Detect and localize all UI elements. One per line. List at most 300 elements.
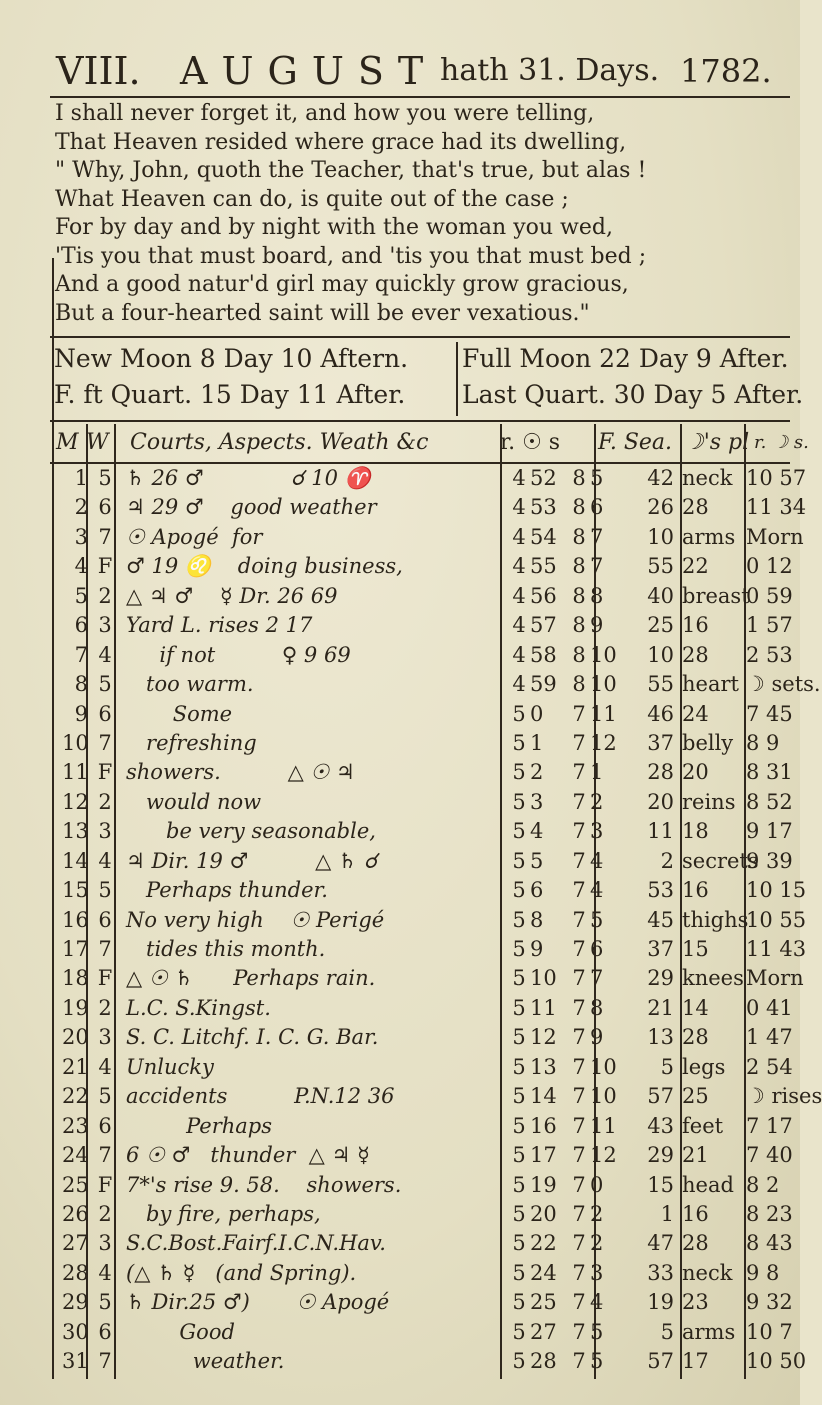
table-row	[50, 1171, 790, 1200]
table-row	[50, 817, 793, 846]
day-of-month: 22	[62, 1084, 89, 1109]
day-of-month: 6	[74, 613, 88, 638]
sunrise-minute: 9	[530, 937, 544, 961]
moon-place: 23	[682, 1290, 709, 1315]
sunset-hour: 8	[572, 524, 586, 549]
full-sea: 10	[647, 524, 674, 549]
moon-place: 16	[682, 878, 709, 903]
sunset-hour: 8	[572, 495, 586, 520]
full-sea: 10	[647, 642, 674, 667]
aspects-weather: 7*'s rise 9. 58. showers.	[126, 1172, 402, 1197]
sunset-hour: 8	[572, 583, 586, 608]
sunset-minute: 12	[590, 730, 617, 755]
full-sea: 43	[647, 1113, 674, 1138]
sunset-minute: 10	[590, 642, 617, 667]
day-of-month: 16	[62, 907, 89, 932]
table-row	[50, 1318, 793, 1347]
weekday: F	[97, 1172, 113, 1197]
sunset-hour: 7	[572, 789, 586, 814]
sunset-minute: 5	[590, 466, 604, 490]
verse-line: " Why, John, quoth the Teacher, that's true, but alas !	[55, 158, 647, 183]
day-of-month: 13	[62, 819, 89, 844]
sunrise-hour: 4	[512, 495, 526, 520]
verse-line: 'Tis you that must board, and 'tis you that must bed ;	[55, 243, 647, 269]
day-of-month: 4	[74, 554, 88, 579]
sunrise-minute: 12	[530, 1025, 557, 1050]
moon-rise: Morn	[746, 524, 804, 549]
sunrise-minute: 1	[530, 730, 544, 755]
sunset-hour: 7	[572, 1054, 586, 1079]
table-row	[50, 906, 807, 935]
sunrise-minute: 4	[530, 819, 544, 844]
sunrise-hour: 5	[512, 848, 526, 873]
moon-rise: ☽ rises	[746, 1084, 822, 1109]
moon-place: 28	[682, 642, 709, 667]
first-quarter: F. ft Quart. 15 Day 11 After.	[54, 380, 406, 409]
moon-place: reins	[682, 789, 736, 814]
aspects-weather: Perhaps thunder.	[126, 878, 328, 903]
sunset-hour: 7	[572, 1025, 586, 1050]
sunset-hour: 7	[572, 1231, 586, 1256]
full-sea: 47	[647, 1231, 674, 1256]
day-of-month: 23	[62, 1113, 89, 1138]
day-of-month: 18	[62, 966, 89, 991]
sunset-minute: 5	[590, 907, 604, 932]
aspects-weather: S.C.Bost.Fairf.I.C.N.Hav.	[126, 1231, 386, 1256]
day-of-month: 10	[62, 730, 89, 755]
calendar-table	[50, 464, 822, 1377]
sunrise-hour: 5	[512, 701, 526, 726]
full-sea: 2	[660, 848, 674, 873]
moon-place: 14	[682, 995, 709, 1020]
full-sea: 19	[647, 1290, 674, 1315]
sunrise-minute: 58	[530, 642, 557, 667]
moon-rise: 9 17	[746, 819, 793, 844]
year: 1782.	[680, 52, 772, 90]
weekday: 6	[98, 1113, 112, 1138]
moon-rise: 8 23	[746, 1201, 793, 1226]
sunset-minute: 1	[590, 760, 604, 785]
table-row	[50, 729, 790, 758]
sunset-minute: 9	[590, 613, 604, 638]
full-sea: 46	[647, 701, 674, 726]
col-fullsea: F. Sea.	[598, 430, 673, 455]
aspects-weather: Perhaps	[126, 1113, 272, 1138]
sunset-hour: 8	[572, 672, 586, 697]
sunset-minute: 2	[590, 789, 604, 814]
day-of-month: 25	[62, 1172, 89, 1197]
verse-line: What Heaven can do, is quite out of the case ;	[55, 186, 569, 212]
day-of-month: 15	[62, 878, 89, 903]
aspects-weather: △ ♃ ♂ ☿ Dr. 26 69	[126, 583, 338, 608]
col-w: W	[86, 430, 109, 455]
moon-place: secrets	[682, 848, 759, 873]
sunrise-minute: 13	[530, 1054, 557, 1079]
moon-place: 17	[682, 1349, 709, 1374]
sunrise-minute: 22	[530, 1231, 557, 1256]
moon-rise: 10 57	[746, 466, 807, 490]
sunrise-hour: 5	[512, 789, 526, 814]
sunrise-minute: 55	[530, 554, 557, 579]
day-of-month: 26	[62, 1201, 89, 1226]
table-row	[50, 788, 793, 817]
weekday: 6	[98, 701, 112, 726]
sunrise-hour: 5	[512, 1054, 526, 1079]
day-of-month: 27	[62, 1231, 89, 1256]
moon-row-2	[50, 378, 804, 412]
sunset-hour: 7	[572, 1172, 586, 1197]
day-of-month: 9	[74, 701, 88, 726]
sunset-hour: 7	[572, 730, 586, 755]
moon-place: 16	[682, 1201, 709, 1226]
moon-rise: 8 43	[746, 1231, 793, 1256]
full-sea: 25	[647, 613, 674, 638]
weekday: 6	[98, 907, 112, 932]
aspects-weather: would now	[126, 789, 262, 814]
weekday: 2	[98, 1201, 112, 1226]
sunrise-minute: 10	[530, 966, 557, 991]
aspects-weather: accidents P.N.12 36	[126, 1084, 395, 1109]
sunset-minute: 2	[590, 1231, 604, 1256]
sunrise-hour: 5	[512, 819, 526, 844]
sunset-hour: 8	[572, 554, 586, 579]
sunset-hour: 7	[572, 878, 586, 903]
col-aspects: Courts, Aspects. Weath &c	[130, 430, 429, 455]
sunset-hour: 7	[572, 1201, 586, 1226]
sunset-minute: 5	[590, 1319, 604, 1344]
sunrise-minute: 16	[530, 1113, 557, 1138]
full-sea: 57	[647, 1084, 674, 1109]
sunset-minute: 11	[590, 701, 617, 726]
aspects-weather: ☉ Apogé for	[126, 524, 263, 549]
sunset-minute: 9	[590, 1025, 604, 1050]
table-row	[50, 1053, 793, 1082]
weekday: F	[97, 966, 113, 991]
month-number: VIII.	[56, 49, 141, 93]
sunrise-minute: 5	[530, 848, 544, 873]
day-of-month: 17	[62, 937, 89, 961]
sunrise-minute: 28	[530, 1349, 557, 1374]
table-row	[50, 1259, 790, 1288]
aspects-weather: Some	[126, 701, 233, 726]
moon-place: 28	[682, 1025, 709, 1050]
sunrise-minute: 52	[530, 466, 557, 490]
sunset-minute: 4	[590, 1290, 604, 1315]
table-row	[50, 582, 793, 611]
moon-place: 15	[682, 937, 709, 961]
sunset-minute: 7	[590, 524, 604, 549]
sunrise-minute: 54	[530, 524, 557, 549]
full-sea: 37	[647, 937, 674, 961]
last-quarter: Last Quart. 30 Day 5 After.	[462, 380, 804, 409]
month-header	[50, 48, 790, 94]
aspects-weather: 6 ☉ ♂ thunder △ ♃ ☿	[126, 1143, 370, 1168]
aspects-weather: Unlucky	[126, 1054, 214, 1079]
weekday: 3	[98, 819, 112, 844]
full-moon: Full Moon 22 Day 9 After.	[462, 344, 789, 373]
day-of-month: 7	[74, 642, 88, 667]
sunrise-hour: 5	[512, 1084, 526, 1109]
aspects-weather: be very seasonable,	[126, 819, 376, 844]
table-row	[50, 700, 793, 729]
table-row	[50, 847, 793, 876]
weekday: 2	[98, 995, 112, 1020]
sunset-hour: 7	[572, 937, 586, 961]
table-row	[50, 1141, 793, 1170]
weekday: 7	[98, 524, 112, 549]
day-of-month: 5	[74, 583, 88, 608]
sunrise-minute: 17	[530, 1143, 557, 1168]
sunset-hour: 8	[572, 613, 586, 638]
weekday: 2	[98, 789, 112, 814]
weekday: 6	[98, 1319, 112, 1344]
moon-place: 28	[682, 495, 709, 520]
aspects-weather: △ ☉ ♄ Perhaps rain.	[126, 966, 376, 991]
day-of-month: 11	[62, 760, 89, 785]
sunset-minute: 3	[590, 819, 604, 844]
moon-rise: Morn	[746, 966, 804, 991]
moon-rise: 8 9	[746, 730, 780, 755]
moon-rise: 0 41	[746, 995, 793, 1020]
moon-place: neck	[682, 1260, 733, 1285]
table-row	[50, 523, 804, 552]
sunset-hour: 7	[572, 907, 586, 932]
sunset-hour: 7	[572, 966, 586, 991]
sunrise-minute: 57	[530, 613, 557, 638]
full-sea: 5	[660, 1054, 674, 1079]
moon-rise: 2 54	[746, 1054, 793, 1079]
sunset-hour: 7	[572, 819, 586, 844]
weekday: 4	[98, 1260, 112, 1285]
sunrise-minute: 19	[530, 1172, 557, 1197]
verse-line: And a good natur'd girl may quickly grow gracious,	[55, 272, 629, 297]
moon-rise: 9 39	[746, 848, 793, 873]
aspects-weather: S. C. Litchf. I. C. G. Bar.	[126, 1025, 379, 1050]
day-of-month: 12	[62, 789, 89, 814]
sunrise-hour: 5	[512, 730, 526, 755]
weekday: 3	[98, 1231, 112, 1256]
moon-rise: ☽ sets.	[746, 672, 821, 697]
moon-place: 18	[682, 819, 709, 844]
full-sea: 11	[647, 819, 674, 844]
moon-rise: 0 59	[746, 583, 793, 608]
full-sea: 1	[660, 1201, 674, 1226]
table-row	[50, 670, 821, 699]
moon-rise: 8 2	[746, 1172, 780, 1197]
col-moonplace: ☽'s pl	[684, 430, 750, 455]
sunrise-minute: 2	[530, 760, 544, 785]
sunrise-hour: 5	[512, 1319, 526, 1344]
sunrise-minute: 27	[530, 1319, 557, 1344]
moon-place: 28	[682, 1231, 709, 1256]
full-sea: 28	[647, 760, 674, 785]
verse-rule	[50, 336, 790, 338]
header-rule	[50, 96, 790, 98]
aspects-weather: if not ♀ 9 69	[126, 642, 351, 667]
sunrise-minute: 14	[530, 1084, 557, 1109]
sunrise-hour: 5	[512, 1025, 526, 1050]
moon-rise: 10 50	[746, 1349, 807, 1374]
moon-divider	[456, 342, 458, 416]
full-sea: 15	[647, 1172, 674, 1197]
full-sea: 20	[647, 789, 674, 814]
moon-rise: 10 55	[746, 907, 807, 932]
sunrise-minute: 56	[530, 583, 557, 608]
moon-rule	[50, 420, 790, 422]
sunrise-hour: 5	[512, 907, 526, 932]
weekday: 3	[98, 613, 112, 638]
sunset-minute: 8	[590, 583, 604, 608]
sunset-minute: 10	[590, 672, 617, 697]
table-row	[50, 552, 793, 581]
sunrise-minute: 53	[530, 495, 557, 520]
sunrise-minute: 59	[530, 672, 557, 697]
moon-place: 25	[682, 1084, 709, 1109]
verse-line: But a four-hearted saint will be ever vexatious."	[55, 300, 590, 326]
sunset-hour: 7	[572, 1084, 586, 1109]
day-of-month: 24	[62, 1143, 89, 1168]
sunrise-hour: 5	[512, 878, 526, 903]
weekday: 6	[98, 495, 112, 520]
sunset-minute: 10	[590, 1054, 617, 1079]
moon-place: 16	[682, 613, 709, 638]
sunrise-hour: 5	[512, 760, 526, 785]
table-row	[50, 1288, 793, 1317]
weekday: F	[97, 760, 113, 785]
table-row	[50, 1023, 793, 1052]
verse-line: I shall never forget it, and how you were telling,	[55, 101, 595, 126]
full-sea: 29	[647, 966, 674, 991]
aspects-weather: ♂ 19 ♌ doing business,	[126, 554, 403, 579]
moon-place: head	[682, 1172, 734, 1197]
sunrise-hour: 5	[512, 1231, 526, 1256]
sunrise-hour: 5	[512, 1290, 526, 1315]
day-of-month: 28	[62, 1260, 89, 1285]
weekday: 7	[98, 1349, 112, 1374]
sunrise-hour: 5	[512, 1260, 526, 1285]
full-sea: 21	[647, 995, 674, 1020]
sunset-hour: 7	[572, 1260, 586, 1285]
aspects-weather: Good	[126, 1319, 235, 1344]
sunrise-hour: 5	[512, 1143, 526, 1168]
moon-place: 24	[682, 701, 709, 726]
aspects-weather: ♃ Dir. 19 ♂ △ ♄ ☌	[126, 848, 378, 873]
sunset-hour: 7	[572, 1319, 586, 1344]
day-of-month: 8	[74, 672, 88, 697]
weekday: 2	[98, 583, 112, 608]
sunrise-hour: 4	[512, 554, 526, 579]
table-row	[50, 758, 793, 787]
day-of-month: 20	[62, 1025, 89, 1050]
sunrise-hour: 4	[512, 642, 526, 667]
column-header	[50, 424, 809, 462]
full-sea: 42	[647, 466, 674, 490]
table-row	[50, 464, 807, 493]
full-sea: 55	[647, 554, 674, 579]
aspects-weather: weather.	[126, 1349, 285, 1374]
sunset-minute: 6	[590, 495, 604, 520]
sunrise-hour: 5	[512, 1172, 526, 1197]
sunset-hour: 7	[572, 1113, 586, 1138]
sunset-hour: 7	[572, 848, 586, 873]
aspects-weather: by fire, perhaps,	[126, 1201, 321, 1226]
verse-line: For by day and by night with the woman you wed,	[55, 215, 613, 240]
moon-rise: 0 12	[746, 554, 793, 579]
sunrise-minute: 8	[530, 907, 544, 932]
moon-place: 22	[682, 554, 709, 579]
moon-place: arms	[682, 1319, 736, 1344]
moon-rise: 11 43	[746, 937, 807, 961]
sunrise-hour: 4	[512, 583, 526, 608]
sunrise-hour: 4	[512, 672, 526, 697]
table-row	[50, 1082, 822, 1111]
sunset-minute: 7	[590, 966, 604, 991]
moon-place: breast	[682, 583, 750, 608]
moon-rise: 9 8	[746, 1260, 780, 1285]
table-row	[50, 641, 793, 670]
moon-place: legs	[682, 1054, 726, 1079]
moon-rise: 7 17	[746, 1113, 793, 1138]
full-sea: 40	[647, 583, 674, 608]
moon-rise: 7 45	[746, 701, 793, 726]
day-of-month: 31	[62, 1349, 89, 1374]
moon-rise: 1 57	[746, 613, 793, 638]
sunset-hour: 7	[572, 701, 586, 726]
moon-place: neck	[682, 466, 733, 490]
weekday: 7	[98, 1143, 112, 1168]
weekday: 5	[98, 466, 112, 490]
weekday: 4	[98, 642, 112, 667]
sunset-minute: 4	[590, 878, 604, 903]
moon-rise: 2 53	[746, 642, 793, 667]
full-sea: 29	[647, 1143, 674, 1168]
sunrise-minute: 0	[530, 701, 544, 726]
full-sea: 5	[660, 1319, 674, 1344]
aspects-weather: refreshing	[126, 730, 257, 755]
moon-row-1	[50, 342, 790, 376]
moon-rise: 1 47	[746, 1025, 793, 1050]
sunset-minute: 11	[590, 1113, 617, 1138]
table-row	[50, 994, 793, 1023]
sunrise-hour: 4	[512, 466, 526, 490]
aspects-weather: Yard L. rises 2 17	[126, 613, 313, 638]
days-count: hath 31. Days.	[440, 53, 660, 88]
moon-rise: 8 31	[746, 760, 793, 785]
col-moonrise: r. ☽ s.	[754, 432, 809, 453]
weekday: 7	[98, 730, 112, 755]
day-of-month: 29	[62, 1290, 89, 1315]
sunrise-hour: 5	[512, 966, 526, 991]
aspects-weather: ♄ 26 ♂ ☌ 10 ♈	[126, 466, 371, 490]
full-sea: 57	[647, 1349, 674, 1374]
moon-rise: 10 15	[746, 878, 807, 903]
full-sea: 45	[647, 907, 674, 932]
sunrise-hour: 5	[512, 1113, 526, 1138]
sunrise-hour: 5	[512, 995, 526, 1020]
verse-block	[55, 100, 790, 328]
day-of-month: 2	[74, 495, 88, 520]
moon-rise: 11 34	[746, 495, 807, 520]
moon-place: belly	[682, 730, 734, 755]
sunset-hour: 7	[572, 1349, 586, 1374]
full-sea: 37	[647, 730, 674, 755]
moon-rise: 9 32	[746, 1290, 793, 1315]
moon-place: arms	[682, 524, 736, 549]
day-of-month: 21	[62, 1054, 89, 1079]
weekday: 4	[98, 1054, 112, 1079]
weekday: 5	[98, 878, 112, 903]
moon-rise: 8 52	[746, 789, 793, 814]
